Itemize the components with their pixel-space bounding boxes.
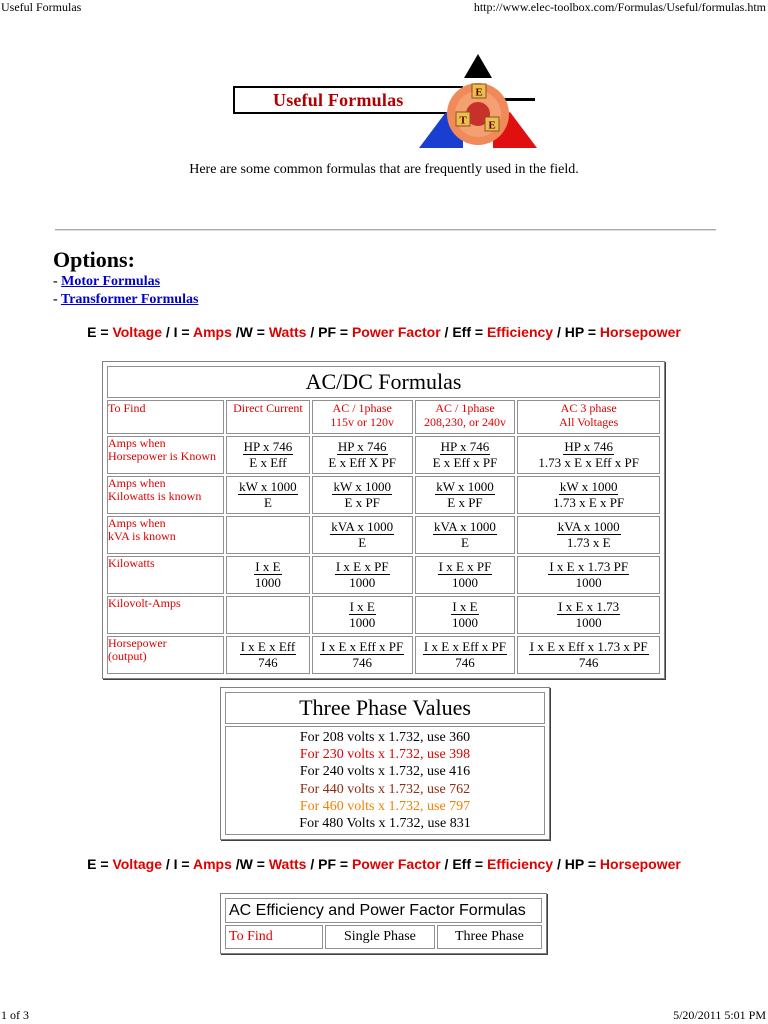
acdc-table-title: AC/DC Formulas [107,366,660,398]
formula-numerator: kW x 1000 [559,479,618,494]
formula-cell [226,596,310,634]
acdc-header-line: AC / 1phase [435,401,495,415]
formula-numerator: I x E x Eff [240,639,296,654]
ac-efficiency-header-to-find: To Find [225,925,323,949]
formula-denominator: E x Eff [249,455,287,470]
formula-cell [226,556,310,594]
legend-watts: Watts [268,856,307,872]
formula-denominator: E x Eff X PF [328,455,397,470]
formula-numerator: I x E [349,599,375,614]
formula-numerator: kVA x 1000 [331,519,394,534]
legend-part: / I = [161,856,193,872]
intro-text: Here are some common formulas that are frequently used in the field. [189,162,579,177]
formula-denominator: 1000 [349,575,376,590]
acdc-row [107,636,660,674]
formula-cell [312,476,413,514]
formula-numerator: I x E x Eff x PF [321,639,404,654]
formula-numerator: I x E [452,599,478,614]
formula-denominator: E x PF [344,495,380,510]
acdc-row-label-line: Kilowatts is known [108,489,202,503]
formula-denominator: 1000 [451,615,478,630]
formula-numerator: I x E x PF [438,559,492,574]
page-footer-number: 1 of 3 [1,1008,29,1022]
option-item-motor [53,274,160,290]
legend-voltage: Voltage [112,324,162,340]
legend-power-factor: Power Factor [351,856,441,872]
legend-part: / I = [161,324,193,340]
formula-numerator: HP x 746 [243,439,293,454]
formula-cell [312,436,413,474]
ac-efficiency-title: AC Efficiency and Power Factor Formulas [225,898,542,923]
formula-denominator: 1000 [254,575,281,590]
variable-legend-bottom [0,856,768,872]
legend-voltage: Voltage [112,856,162,872]
formula-numerator: kW x 1000 [436,479,494,494]
acdc-row-label-line: Kilowatts [108,556,155,570]
options-heading: Options: [53,247,135,272]
formula-cell [312,636,413,674]
legend-part: / HP = [553,324,600,340]
formula-denominator: 746 [455,655,475,670]
formula-cell [226,516,310,554]
formula-numerator: I x E x 1.73 PF [549,559,629,574]
option-item-transformer [53,292,198,308]
acdc-row-label-line: (output) [108,649,147,663]
formula-cell [415,516,516,554]
legend-amps: Amps [192,324,232,340]
formula-cell [517,636,660,674]
formula-denominator: 746 [352,655,372,670]
formula-denominator: 746 [258,655,278,670]
formula-cell [415,556,516,594]
legend-horsepower: Horsepower [599,324,681,340]
acdc-row-label-line: Horsepower is Known [108,449,216,463]
acdc-header-line: Direct Current [233,401,303,415]
acdc-row [107,556,660,594]
formula-cell [517,476,660,514]
three-phase-line: For 440 volts x 1.732, use 762 [299,781,471,797]
legend-part: /W = [231,324,269,340]
acdc-row-label [107,596,224,634]
three-phase-line: For 208 volts x 1.732, use 360 [299,730,471,745]
formula-numerator: I x E x 1.73 [558,599,620,614]
option-prefix: - [53,292,61,307]
legend-part: E = [87,856,113,872]
formula-denominator: 1.73 x E [566,535,611,550]
formula-cell [517,596,660,634]
formula-denominator: E [263,495,272,510]
ete-logo-icon [419,54,537,148]
legend-part: / PF = [306,856,352,872]
acdc-row-label-line: Amps when [108,516,166,530]
acdc-row [107,596,660,634]
legend-efficiency: Efficiency [486,324,554,340]
formula-numerator: HP x 746 [440,439,490,454]
acdc-header-row [107,400,660,434]
formula-cell [415,476,516,514]
acdc-row [107,476,660,514]
three-phase-line: For 460 volts x 1.732, use 797 [299,798,471,814]
logo-letter-t: T [459,114,467,127]
formula-denominator: 1000 [451,575,478,590]
horizontal-rule [55,229,716,231]
formula-cell [517,436,660,474]
formula-numerator: I x E x Eff x 1.73 x PF [529,639,648,654]
formula-denominator: 746 [578,655,599,670]
formula-denominator: E x Eff x PF [432,455,498,470]
formula-numerator: HP x 746 [337,439,387,454]
formula-numerator: kVA x 1000 [434,519,496,534]
acdc-row [107,516,660,554]
acdc-row-label-line: kVA is known [108,529,176,543]
acdc-row-label-line: Kilovolt-Amps [108,596,181,610]
formula-cell [517,556,660,594]
formula-denominator: 1000 [349,615,376,630]
legend-part: /W = [231,856,269,872]
acdc-header-line: All Voltages [559,415,619,429]
acdc-header-cell [517,400,660,434]
legend-watts: Watts [268,324,307,340]
acdc-header-cell [312,400,413,434]
acdc-header-line: AC / 1phase [332,401,392,415]
acdc-header-cell [226,400,310,434]
ac-efficiency-header-three-phase: Three Phase [437,925,542,949]
formula-cell [312,516,413,554]
formula-cell [226,436,310,474]
formula-cell [312,596,413,634]
acdc-row-label [107,556,224,594]
legend-horsepower: Horsepower [599,856,681,872]
formula-cell [517,516,660,554]
transformer-formulas-link[interactable]: Transformer Formulas [60,292,199,307]
page-header-url: http://www.elec-toolbox.com/Formulas/Useful/formulas.htm [473,0,766,14]
logo-letter-e-top: E [475,86,483,99]
formula-denominator: 1000 [575,615,602,630]
legend-part: / Eff = [440,856,487,872]
acdc-row-label-line: Amps when [108,476,166,490]
formula-numerator: I x E [255,559,281,574]
acdc-header-line: AC 3 phase [560,401,617,415]
three-phase-line: For 480 Volts x 1.732, use 831 [299,816,471,832]
formula-numerator: kW x 1000 [239,479,297,494]
formula-denominator: 1.73 x E x PF [553,495,625,510]
page-header-title: Useful Formulas [1,0,82,14]
three-phase-line: For 230 volts x 1.732, use 398 [299,747,471,763]
legend-part: / HP = [553,856,600,872]
acdc-body [107,436,660,674]
motor-formulas-link[interactable]: Motor Formulas [61,274,161,289]
option-prefix: - [53,274,62,289]
formula-denominator: E x PF [447,495,483,510]
formula-cell [312,556,413,594]
three-phase-line: For 240 volts x 1.732, use 416 [299,764,471,780]
formula-cell [415,636,516,674]
legend-amps: Amps [192,856,232,872]
three-phase-values [225,726,545,835]
formula-cell [226,476,310,514]
formula-denominator: 1000 [575,575,602,590]
formula-numerator: I x E x Eff x PF [423,639,507,654]
ac-efficiency-table [220,893,547,954]
legend-power-factor: Power Factor [351,324,441,340]
formula-numerator: I x E x PF [335,559,389,574]
acdc-row-label [107,476,224,514]
legend-part: / PF = [306,324,352,340]
acdc-row-label-line: Amps when [108,436,166,450]
legend-part: / Eff = [440,324,487,340]
acdc-header-line: 208,230, or 240v [423,415,506,429]
acdc-header-cell [415,400,516,434]
acdc-header-line: 115v or 120v [330,415,394,429]
formula-numerator: HP x 746 [564,439,613,454]
acdc-row-label [107,636,224,674]
three-phase-title: Three Phase Values [225,692,545,724]
legend-efficiency: Efficiency [486,856,554,872]
acdc-row-label-line: Horsepower [108,636,167,650]
formula-numerator: kVA x 1000 [557,519,620,534]
three-phase-values-table [220,687,550,840]
acdc-row-label [107,436,224,474]
acdc-row [107,436,660,474]
formula-cell [226,636,310,674]
acdc-formulas-table [102,361,665,679]
acdc-row-label [107,516,224,554]
formula-denominator: E [358,535,367,550]
banner-title: Useful Formulas [273,90,404,110]
formula-cell [415,596,516,634]
acdc-header-line: To Find [108,401,146,415]
variable-legend-top [0,324,768,340]
useful-formulas-banner [233,54,536,148]
logo-letter-e-bottom: E [488,119,496,132]
formula-cell [415,436,516,474]
formula-numerator: kW x 1000 [333,479,391,494]
page-footer-datetime: 5/20/2011 5:01 PM [673,1008,766,1022]
formula-denominator: E [461,535,469,550]
ac-efficiency-header-single-phase: Single Phase [325,925,435,949]
acdc-header-cell [107,400,224,434]
formula-denominator: 1.73 x E x Eff x PF [538,455,639,470]
legend-part: E = [87,324,113,340]
